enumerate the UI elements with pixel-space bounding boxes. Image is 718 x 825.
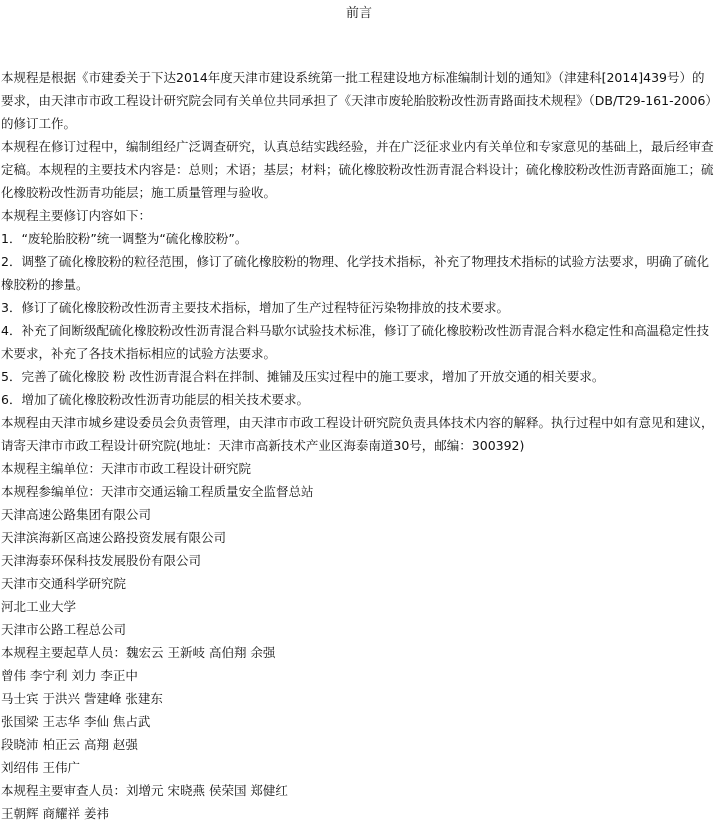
chief-editor-unit: 本规程主编单位：天津市市政工程设计研究院 bbox=[1, 461, 252, 476]
participating-unit: 天津市交通科学研究院 bbox=[1, 576, 127, 591]
document-title: 前言 bbox=[345, 6, 372, 21]
revision-item-5: 5．完善了硫化橡胶 粉 改性沥青混合料在拌制、摊铺及压实过程中的施工要求，增加了开放交通的相关要求。 bbox=[1, 369, 605, 384]
paragraph-revision-process: 本规程在修订过程中，编制组经广泛调查研究，认真总结实践经验，并在广泛征求业内有关单位和专家意见的基础上，最后经审查定稿。本规程的主要技术内容是：总则；术语；基层；材料；硫化橡胶粉改性沥青混合料设计；硫化橡胶粉改性沥青路面施工；硫化橡胶粉改性沥青功能层；施工质量管理与验收。 bbox=[1, 139, 714, 200]
drafters-line: 刘绍伟 王伟广 bbox=[1, 760, 80, 775]
participating-unit: 天津市公路工程总公司 bbox=[1, 622, 127, 637]
revision-item-3: 3．修订了硫化橡胶粉改性沥青主要技术指标，增加了生产过程特征污染物排放的技术要求。 bbox=[1, 300, 509, 315]
drafters-line: 张国梁 王志华 李仙 焦占武 bbox=[1, 714, 151, 729]
participating-unit: 天津滨海新区高速公路投资发展有限公司 bbox=[1, 530, 227, 545]
revision-item-2: 2．调整了硫化橡胶粉的粒径范围，修订了硫化橡胶粉的物理、化学技术指标，补充了物理技术指标的试验方法要求，明确了硫化橡胶粉的掺量。 bbox=[1, 254, 709, 292]
reviewers-line: 本规程主要审查人员：刘增元 宋晓燕 侯荣国 郑健红 bbox=[1, 783, 288, 798]
revision-item-1: 1．“废轮胎胶粉”统一调整为“硫化橡胶粉”。 bbox=[1, 231, 248, 246]
document-body bbox=[1, 66, 715, 825]
participating-unit: 天津海泰环保科技发展股份有限公司 bbox=[1, 553, 202, 568]
drafters-line: 本规程主要起草人员：魏宏云 王新岐 高伯翔 余强 bbox=[1, 645, 276, 660]
paragraph-basis: 本规程是根据《市建委关于下达2014年度天津市建设系统第一批工程建设地方标准编制计划的通知》（津建科[2014]439号）的要求，由天津市市政工程设计研究院会同有关单位共同承担了《天津市废轮胎胶粉改性沥青路面技术规程》（DB/T29-161-2006）的修订工作。 bbox=[1, 70, 712, 131]
participating-unit: 本规程参编单位：天津市交通运输工程质量安全监督总站 bbox=[1, 484, 314, 499]
revision-item-4: 4．补充了间断级配硫化橡胶粉改性沥青混合料马歇尔试验技术标准，修订了硫化橡胶粉改性沥青混合料水稳定性和高温稳定性技术要求，补充了各技术指标相应的试验方法要求。 bbox=[1, 323, 709, 361]
revision-item-6: 6．增加了硫化橡胶粉改性沥青功能层的相关技术要求。 bbox=[1, 392, 309, 407]
reviewers-line: 王朝辉 商耀祥 姜祎 bbox=[1, 806, 109, 821]
drafters-line: 段晓沛 柏正云 高翔 赵强 bbox=[1, 737, 138, 752]
drafters-line: 曾伟 李宁利 刘力 李正中 bbox=[1, 668, 138, 683]
participating-unit: 河北工业大学 bbox=[1, 599, 77, 614]
paragraph-revision-intro: 本规程主要修订内容如下： bbox=[1, 208, 152, 223]
paragraph-management: 本规程由天津市城乡建设委员会负责管理，由天津市市政工程设计研究院负责具体技术内容的解释。执行过程中如有意见和建议，请寄天津市市政工程设计研究院(地址：天津市高新技术产业区海泰南道30号，邮编：300392) bbox=[1, 415, 714, 453]
participating-unit: 天津高速公路集团有限公司 bbox=[1, 507, 152, 522]
drafters-line: 马士宾 于洪兴 訾建峰 张建东 bbox=[1, 691, 163, 706]
